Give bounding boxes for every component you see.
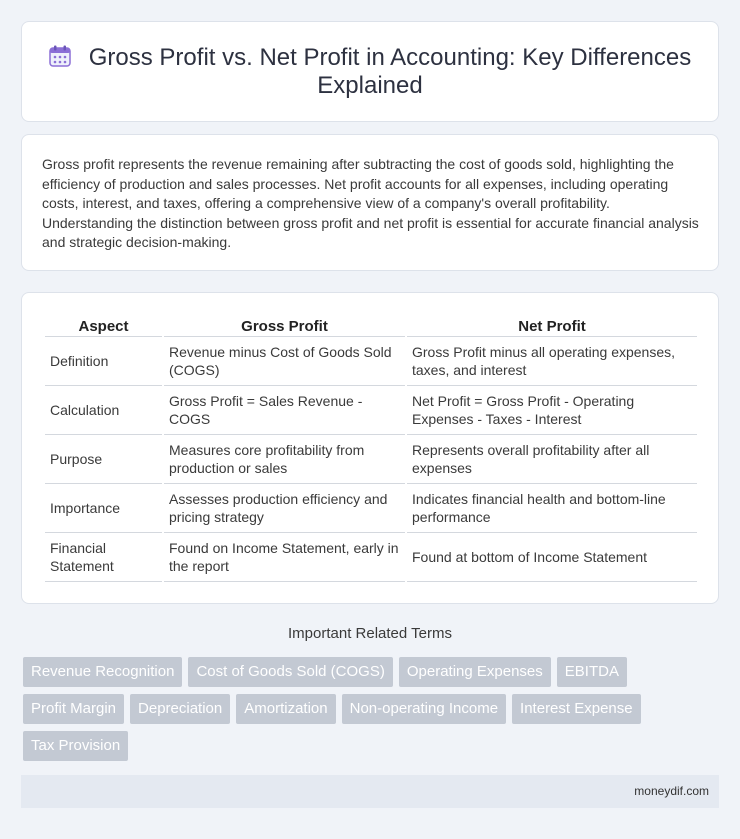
related-terms-heading: Important Related Terms: [288, 625, 452, 642]
comparison-table-card: [21, 292, 719, 604]
related-term-tag[interactable]: Depreciation: [130, 694, 230, 724]
table-row: [45, 533, 697, 582]
related-term-tag[interactable]: Profit Margin: [23, 694, 124, 724]
related-term-tag[interactable]: Operating Expenses: [399, 657, 551, 687]
related-term-tag[interactable]: Interest Expense: [512, 694, 641, 724]
aspect-cell: Definition: [45, 337, 162, 386]
intro-card: [21, 134, 719, 271]
page-title-wrapper: [22, 44, 718, 100]
table-row: [45, 386, 697, 435]
intro-paragraph: Gross profit represents the revenue remaining after subtracting the cost of goods sold, highlighting the efficiency of production and sales processes. Net profit accounts for all expenses, including operating costs, interest, and taxes, offering a comprehensive view of a company's overall profitability. Understanding the distinction between gross profit and net profit is essential for accurate financial analysis and strategic decision-making.: [42, 156, 699, 250]
gross-profit-cell: Measures core profitability from production or sales: [164, 435, 405, 484]
comparison-table: [43, 317, 699, 582]
net-profit-cell: Indicates financial health and bottom-line performance: [407, 484, 697, 533]
aspect-cell: Calculation: [45, 386, 162, 435]
aspect-cell: Importance: [45, 484, 162, 533]
table-header-row: [45, 317, 697, 337]
gross-profit-cell: Revenue minus Cost of Goods Sold (COGS): [164, 337, 405, 386]
table-row: [45, 435, 697, 484]
footer-site-link[interactable]: moneydif.com: [634, 784, 709, 798]
related-term-tag[interactable]: Tax Provision: [23, 731, 128, 761]
related-term-tag[interactable]: Non-operating Income: [342, 694, 506, 724]
footer: [21, 775, 719, 808]
aspect-cell: Financial Statement: [45, 533, 162, 582]
gross-profit-cell: Assesses production efficiency and pricing strategy: [164, 484, 405, 533]
table-row: [45, 337, 697, 386]
header-net-profit: Net Profit: [407, 317, 697, 337]
aspect-cell: Purpose: [45, 435, 162, 484]
net-profit-cell: Found at bottom of Income Statement: [407, 533, 697, 582]
gross-profit-cell: Found on Income Statement, early in the report: [164, 533, 405, 582]
header-aspect: Aspect: [45, 317, 162, 337]
related-term-tag[interactable]: EBITDA: [557, 657, 627, 687]
net-profit-cell: Represents overall profitability after all expenses: [407, 435, 697, 484]
calendar-icon: [49, 45, 71, 67]
related-term-tag[interactable]: Revenue Recognition: [23, 657, 182, 687]
header-card: [21, 21, 719, 122]
gross-profit-cell: Gross Profit = Sales Revenue - COGS: [164, 386, 405, 435]
related-terms-list: [23, 657, 683, 761]
page-title: Gross Profit vs. Net Profit in Accounting: Key Differences Explained: [88, 44, 692, 99]
net-profit-cell: Gross Profit minus all operating expenses, taxes, and interest: [407, 337, 697, 386]
table-row: [45, 484, 697, 533]
related-term-tag[interactable]: Amortization: [236, 694, 335, 724]
net-profit-cell: Net Profit = Gross Profit - Operating Expenses - Taxes - Interest: [407, 386, 697, 435]
related-term-tag[interactable]: Cost of Goods Sold (COGS): [188, 657, 392, 687]
header-gross-profit: Gross Profit: [164, 317, 405, 337]
